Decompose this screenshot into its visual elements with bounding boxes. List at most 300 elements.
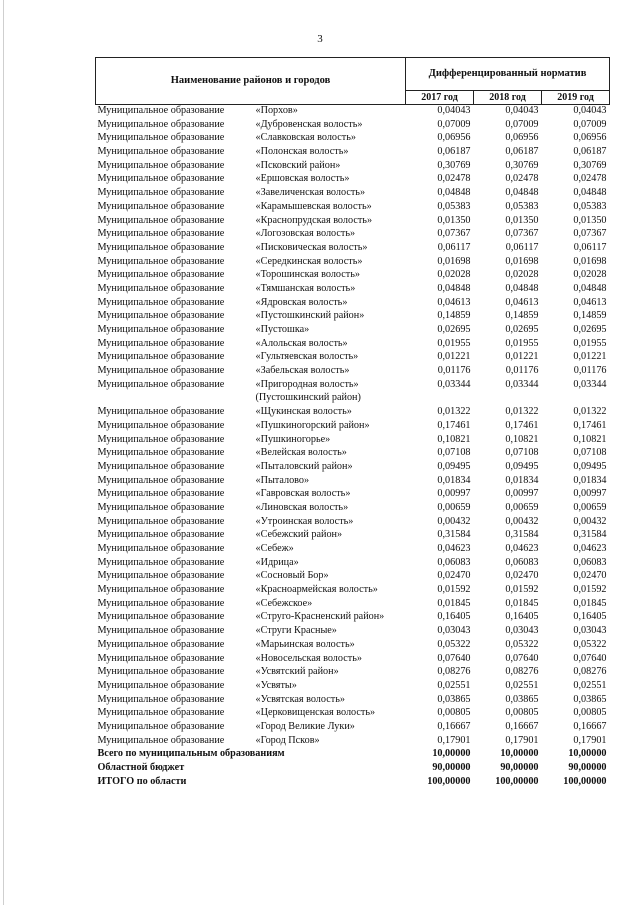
row-value-2019: 0,30769 (573, 159, 607, 171)
row-value-2018: 0,02470 (505, 570, 539, 582)
table-row (96, 529, 610, 543)
row-name: «Щукинская волость» (255, 406, 352, 418)
table-row (96, 434, 610, 448)
table-row (96, 502, 610, 516)
row-name: «Логозовская волость» (255, 228, 356, 240)
row-value-2017: 0,06956 (437, 132, 471, 144)
row-value-2019: 0,01176 (573, 365, 607, 377)
row-value-2018: 0,16405 (505, 611, 539, 623)
table-row (96, 584, 610, 598)
table-row (96, 680, 610, 694)
row-value-2018: 0,01592 (505, 584, 539, 596)
row-kind: Муниципальное образование (97, 324, 225, 335)
row-name: «Писковическая волость» (255, 241, 368, 253)
row-value-2019: 0,06083 (573, 556, 607, 568)
table-row (96, 256, 610, 270)
row-value-2017: 0,04848 (437, 187, 471, 199)
row-name: «Дубровенская волость» (255, 118, 363, 130)
row-value-2018: 0,00805 (505, 707, 539, 719)
summary-value-2018: 10,00000 (500, 748, 539, 760)
row-value-2019: 0,00432 (573, 515, 607, 527)
row-name: «Карамышевская волость» (255, 200, 372, 212)
row-kind: Муниципальное образование (97, 556, 225, 568)
table-row (96, 351, 610, 365)
table-row (96, 653, 610, 667)
row-value-2017: 0,03344 (437, 378, 471, 390)
row-name: «Тямшанская волость» (255, 282, 356, 294)
row-value-2018: 0,03865 (505, 693, 539, 705)
row-value-2019: 0,03865 (573, 693, 607, 705)
table-row-continuation (96, 392, 610, 406)
row-value-2017: 0,06117 (437, 241, 471, 253)
summary-value-2017: 10,00000 (432, 748, 471, 760)
summary-value-2019: 10,00000 (568, 748, 607, 760)
row-kind: Муниципальное образование (97, 159, 225, 171)
row-value-2018: 0,10821 (505, 433, 539, 445)
row-value-2019: 0,16667 (573, 720, 607, 732)
table-row (96, 215, 610, 229)
row-kind: Муниципальное образование (97, 282, 225, 294)
row-value-2017: 0,04043 (437, 105, 471, 116)
row-kind: Муниципальное образование (97, 419, 225, 431)
row-value-2017: 0,00659 (437, 501, 471, 513)
row-value-2018: 0,07367 (505, 228, 539, 240)
page-number: 3 (317, 33, 323, 45)
row-name: «Новосельская волость» (255, 652, 362, 664)
row-value-2017: 0,01221 (437, 351, 471, 363)
table-row (96, 461, 610, 475)
row-value-2018: 0,01350 (505, 214, 539, 226)
row-value-2019: 0,01834 (573, 474, 607, 486)
row-value-2018: 0,00432 (505, 515, 539, 527)
summary-row (96, 762, 610, 776)
table-row (96, 338, 610, 352)
row-name: «Красноармейская волость» (255, 584, 378, 596)
row-kind: Муниципальное образование (97, 296, 225, 308)
row-name: «Церковищенская волость» (255, 707, 376, 719)
row-value-2018: 0,07009 (505, 118, 539, 130)
row-value-2019: 0,04043 (573, 105, 607, 116)
table-row (96, 269, 610, 283)
row-kind: Муниципальное образование (97, 543, 225, 554)
row-value-2018: 0,01322 (505, 406, 539, 418)
row-name: «Пустошка» (255, 324, 310, 335)
row-value-2018: 0,00997 (505, 488, 539, 500)
table-row (96, 694, 610, 708)
header-group: Дифференцированный норматив (406, 58, 610, 91)
row-name: «Усвятский район» (255, 666, 339, 678)
row-kind: Муниципальное образование (97, 720, 225, 732)
table-row (96, 283, 610, 297)
row-name: «Краснопрудская волость» (255, 214, 373, 226)
row-kind: Муниципальное образование (97, 597, 225, 609)
normatives-table (95, 57, 610, 789)
row-name: «Идрица» (255, 556, 299, 568)
row-value-2018: 0,02695 (505, 324, 539, 335)
row-value-2017: 0,02551 (437, 679, 471, 691)
table-row (96, 420, 610, 434)
row-value-2019: 0,01592 (573, 584, 607, 596)
row-value-2019: 0,00659 (573, 501, 607, 513)
table-row (96, 160, 610, 174)
row-value-2017: 0,06187 (437, 146, 471, 158)
row-value-2019: 0,04623 (573, 543, 607, 554)
row-value-2018: 0,04848 (505, 187, 539, 199)
row-kind: Муниципальное образование (97, 241, 225, 253)
summary-value-2017: 100,00000 (427, 775, 471, 787)
summary-label: Областной бюджет (97, 762, 185, 773)
row-value-2018: 0,04623 (505, 543, 539, 554)
row-kind: Муниципальное образование (97, 447, 225, 459)
row-value-2019: 0,02695 (573, 324, 607, 335)
row-kind: Муниципальное образование (97, 228, 225, 240)
row-name: «Город Псков» (255, 734, 320, 746)
row-kind: Муниципальное образование (97, 679, 225, 691)
row-value-2017: 0,05322 (437, 638, 471, 650)
row-kind: Муниципальное образование (97, 269, 225, 281)
row-value-2018: 0,17901 (505, 734, 539, 746)
row-kind: Муниципальное образование (97, 118, 225, 130)
row-value-2019: 0,01698 (573, 255, 607, 267)
row-value-2018: 0,07108 (505, 447, 539, 459)
row-kind-empty (96, 392, 254, 406)
row-value-2019: 0,06117 (573, 241, 607, 253)
row-value-2019: 0,16405 (573, 611, 607, 623)
row-value-2017: 0,01176 (437, 365, 471, 377)
table-row (96, 324, 610, 338)
table-row (96, 242, 610, 256)
row-name: «Пригородная волость» (255, 378, 359, 390)
row-value-2019: 0,00997 (573, 488, 607, 500)
table-row (96, 611, 610, 625)
row-value-2018: 0,31584 (505, 529, 539, 541)
row-value-2018: 0,01176 (505, 365, 539, 377)
row-value-2018: 0,06117 (505, 241, 539, 253)
row-name: «Утроинская волость» (255, 515, 354, 527)
row-name: «Пушкиногорский район» (255, 419, 370, 431)
row-value-2017: 0,01955 (437, 337, 471, 349)
row-value-2019: 0,03043 (573, 625, 607, 637)
row-name: «Алольская волость» (255, 337, 348, 349)
row-value-2017: 0,04623 (437, 543, 471, 554)
row-kind: Муниципальное образование (97, 474, 225, 486)
row-value-2019: 0,02551 (573, 679, 607, 691)
summary-value-2018: 90,00000 (500, 762, 539, 773)
row-value-2017: 0,02478 (437, 173, 471, 185)
table-row (96, 639, 610, 653)
row-value-2019: 0,07640 (573, 652, 607, 664)
table-body (96, 105, 610, 790)
table-row (96, 488, 610, 502)
row-value-2017: 0,04848 (437, 282, 471, 294)
row-value-2018: 0,01221 (505, 351, 539, 363)
row-kind: Муниципальное образование (97, 515, 225, 527)
row-name: «Пустошкинский район» (255, 310, 365, 322)
row-value-2017: 0,01698 (437, 255, 471, 267)
row-value-2018: 0,03043 (505, 625, 539, 637)
row-name: «Забельская волость» (255, 365, 350, 377)
table-row (96, 379, 610, 393)
header-year-2018: 2018 год (474, 91, 542, 105)
row-value-2019: 0,07367 (573, 228, 607, 240)
summary-row (96, 776, 610, 790)
row-value-2017: 0,16667 (437, 720, 471, 732)
row-kind: Муниципальное образование (97, 666, 225, 678)
row-name: «Ершовская волость» (255, 173, 350, 185)
row-value-2017: 0,01350 (437, 214, 471, 226)
row-kind: Муниципальное образование (97, 146, 225, 158)
table-row (96, 365, 610, 379)
table-row (96, 310, 610, 324)
row-value-2017: 0,00997 (437, 488, 471, 500)
table-row (96, 146, 610, 160)
row-name: «Славковская волость» (255, 132, 356, 144)
table-row (96, 570, 610, 584)
row-value-2018: 0,02478 (505, 173, 539, 185)
row-kind: Муниципальное образование (97, 625, 225, 637)
row-kind: Муниципальное образование (97, 611, 225, 623)
row-value-2019: 0,14859 (573, 310, 607, 322)
row-value-2018: 0,30769 (505, 159, 539, 171)
row-value-2017: 0,08276 (437, 666, 471, 678)
row-value-2019: 0,06187 (573, 146, 607, 158)
row-value-2018: 0,16667 (505, 720, 539, 732)
row-kind: Муниципальное образование (97, 406, 225, 418)
row-value-2019: 0,02470 (573, 570, 607, 582)
row-kind: Муниципальное образование (97, 433, 225, 445)
table-row (96, 228, 610, 242)
row-value-2018: 0,02028 (505, 269, 539, 281)
row-name: «Пушкиногорье» (255, 433, 331, 445)
header-name-column: Наименование районов и городов (96, 58, 406, 105)
row-value-2018: 0,06187 (505, 146, 539, 158)
row-value-2017: 0,07367 (437, 228, 471, 240)
row-value-2017: 0,07009 (437, 118, 471, 130)
table-row (96, 201, 610, 215)
table-row (96, 119, 610, 133)
row-value-2018: 0,05383 (505, 200, 539, 212)
row-value-2019: 0,05322 (573, 638, 607, 650)
row-value-2018: 0,03344 (505, 378, 539, 390)
row-value-2019: 0,07009 (573, 118, 607, 130)
row-value-2017: 0,01845 (437, 597, 471, 609)
row-kind: Муниципальное образование (97, 460, 225, 472)
row-kind: Муниципальное образование (97, 734, 225, 746)
row-name: «Усвяты» (255, 679, 297, 691)
row-name: «Псковский район» (255, 159, 341, 171)
table-row (96, 406, 610, 420)
row-value-2019: 0,01350 (573, 214, 607, 226)
row-value-2018: 0,08276 (505, 666, 539, 678)
row-value-2017: 0,01592 (437, 584, 471, 596)
row-kind: Муниципальное образование (97, 255, 225, 267)
header-year-2017: 2017 год (406, 91, 474, 105)
row-value-2017: 0,09495 (437, 460, 471, 472)
row-kind: Муниципальное образование (97, 105, 225, 116)
row-value-2018: 0,01698 (505, 255, 539, 267)
row-name: «Порхов» (255, 105, 298, 116)
table-row (96, 625, 610, 639)
row-value-2018: 0,01834 (505, 474, 539, 486)
row-empty (406, 392, 610, 406)
row-name: «Гультяевская волость» (255, 351, 359, 363)
row-kind: Муниципальное образование (97, 638, 225, 650)
table-row (96, 543, 610, 557)
row-value-2017: 0,06083 (437, 556, 471, 568)
row-name: «Середкинская волость» (255, 255, 363, 267)
summary-value-2017: 90,00000 (432, 762, 471, 773)
row-value-2017: 0,31584 (437, 529, 471, 541)
row-value-2019: 0,17901 (573, 734, 607, 746)
row-value-2017: 0,07108 (437, 447, 471, 459)
row-value-2017: 0,01322 (437, 406, 471, 418)
table-row (96, 132, 610, 146)
row-value-2019: 0,01845 (573, 597, 607, 609)
summary-value-2019: 90,00000 (568, 762, 607, 773)
row-value-2018: 0,07640 (505, 652, 539, 664)
row-value-2018: 0,05322 (505, 638, 539, 650)
row-name: «Велейская волость» (255, 447, 347, 459)
row-value-2019: 0,07108 (573, 447, 607, 459)
table-row (96, 666, 610, 680)
row-kind: Муниципальное образование (97, 652, 225, 664)
table-row (96, 187, 610, 201)
row-kind: Муниципальное образование (97, 693, 225, 705)
row-value-2018: 0,00659 (505, 501, 539, 513)
summary-row (96, 748, 610, 762)
table-row (96, 707, 610, 721)
row-kind: Муниципальное образование (97, 214, 225, 226)
row-kind: Муниципальное образование (97, 378, 225, 390)
row-value-2018: 0,04043 (505, 105, 539, 116)
row-kind: Муниципальное образование (97, 200, 225, 212)
row-value-2017: 0,03865 (437, 693, 471, 705)
row-value-2017: 0,01834 (437, 474, 471, 486)
row-name-continuation: (Пустошкинский район) (255, 392, 361, 404)
row-value-2019: 0,02028 (573, 269, 607, 281)
row-name: «Пыталово» (255, 474, 310, 486)
row-value-2017: 0,10821 (437, 433, 471, 445)
table-row (96, 105, 610, 119)
table-row (96, 735, 610, 749)
row-value-2019: 0,03344 (573, 378, 607, 390)
row-value-2018: 0,14859 (505, 310, 539, 322)
row-kind: Муниципальное образование (97, 337, 225, 349)
row-name: «Себеж» (255, 543, 294, 554)
table-row (96, 721, 610, 735)
row-kind: Муниципальное образование (97, 351, 225, 363)
row-kind: Муниципальное образование (97, 173, 225, 185)
summary-value-2019: 100,00000 (563, 775, 607, 787)
row-kind: Муниципальное образование (97, 310, 225, 322)
row-value-2017: 0,05383 (437, 200, 471, 212)
row-kind: Муниципальное образование (97, 488, 225, 500)
row-value-2019: 0,00805 (573, 707, 607, 719)
row-name: «Усвятская волость» (255, 693, 345, 705)
row-value-2017: 0,02470 (437, 570, 471, 582)
scan-edge (3, 0, 4, 905)
row-value-2019: 0,17461 (573, 419, 607, 431)
row-value-2018: 0,01845 (505, 597, 539, 609)
row-name: «Струги Красные» (255, 625, 337, 637)
row-name: «Пыталовский район» (255, 460, 353, 472)
row-value-2017: 0,16405 (437, 611, 471, 623)
row-value-2019: 0,08276 (573, 666, 607, 678)
row-name: «Себежское» (255, 597, 313, 609)
row-name: «Полонская волость» (255, 146, 349, 158)
row-value-2017: 0,30769 (437, 159, 471, 171)
row-value-2019: 0,01322 (573, 406, 607, 418)
row-value-2017: 0,02695 (437, 324, 471, 335)
row-kind: Муниципальное образование (97, 584, 225, 596)
row-value-2018: 0,17461 (505, 419, 539, 431)
row-value-2019: 0,10821 (573, 433, 607, 445)
row-name: «Марьинская волость» (255, 638, 355, 650)
row-name: «Сосновый Бор» (255, 570, 329, 582)
row-kind: Муниципальное образование (97, 529, 225, 541)
table-row (96, 297, 610, 311)
table-row (96, 475, 610, 489)
row-kind: Муниципальное образование (97, 365, 225, 377)
row-value-2018: 0,04848 (505, 282, 539, 294)
row-value-2019: 0,02478 (573, 173, 607, 185)
row-value-2017: 0,14859 (437, 310, 471, 322)
row-value-2019: 0,09495 (573, 460, 607, 472)
row-kind: Муниципальное образование (97, 501, 225, 513)
row-name: «Линовская волость» (255, 501, 349, 513)
table-row (96, 173, 610, 187)
summary-label: Всего по муниципальным образованиям (97, 748, 285, 760)
summary-label: ИТОГО по области (97, 775, 187, 787)
row-value-2017: 0,17461 (437, 419, 471, 431)
row-kind: Муниципальное образование (97, 132, 225, 144)
row-name: «Торошинская волость» (255, 269, 360, 281)
row-value-2019: 0,31584 (573, 529, 607, 541)
row-value-2018: 0,06956 (505, 132, 539, 144)
row-kind: Муниципальное образование (97, 187, 225, 199)
row-value-2019: 0,04848 (573, 187, 607, 199)
row-value-2017: 0,02028 (437, 269, 471, 281)
row-name: «Завеличенская волость» (255, 187, 366, 199)
row-name: «Струго-Красненский район» (255, 611, 385, 623)
row-name: «Гавровская волость» (255, 488, 351, 500)
summary-value-2018: 100,00000 (495, 775, 539, 787)
row-value-2018: 0,02551 (505, 679, 539, 691)
table-row (96, 557, 610, 571)
row-value-2017: 0,00805 (437, 707, 471, 719)
table-row (96, 447, 610, 461)
row-kind: Муниципальное образование (97, 570, 225, 582)
row-kind: Муниципальное образование (97, 707, 225, 719)
row-value-2018: 0,01955 (505, 337, 539, 349)
row-value-2017: 0,00432 (437, 515, 471, 527)
row-name: «Город Великие Луки» (255, 720, 355, 732)
row-value-2019: 0,05383 (573, 200, 607, 212)
table-row (96, 516, 610, 530)
row-value-2018: 0,09495 (505, 460, 539, 472)
row-value-2018: 0,04613 (505, 296, 539, 308)
row-value-2019: 0,01221 (573, 351, 607, 363)
row-value-2019: 0,01955 (573, 337, 607, 349)
row-value-2017: 0,03043 (437, 625, 471, 637)
row-value-2017: 0,07640 (437, 652, 471, 664)
row-value-2019: 0,04613 (573, 296, 607, 308)
row-value-2017: 0,17901 (437, 734, 471, 746)
row-name: «Ядровская волость» (255, 296, 348, 308)
row-value-2019: 0,04848 (573, 282, 607, 294)
row-value-2018: 0,06083 (505, 556, 539, 568)
header-year-2019: 2019 год (542, 91, 610, 105)
